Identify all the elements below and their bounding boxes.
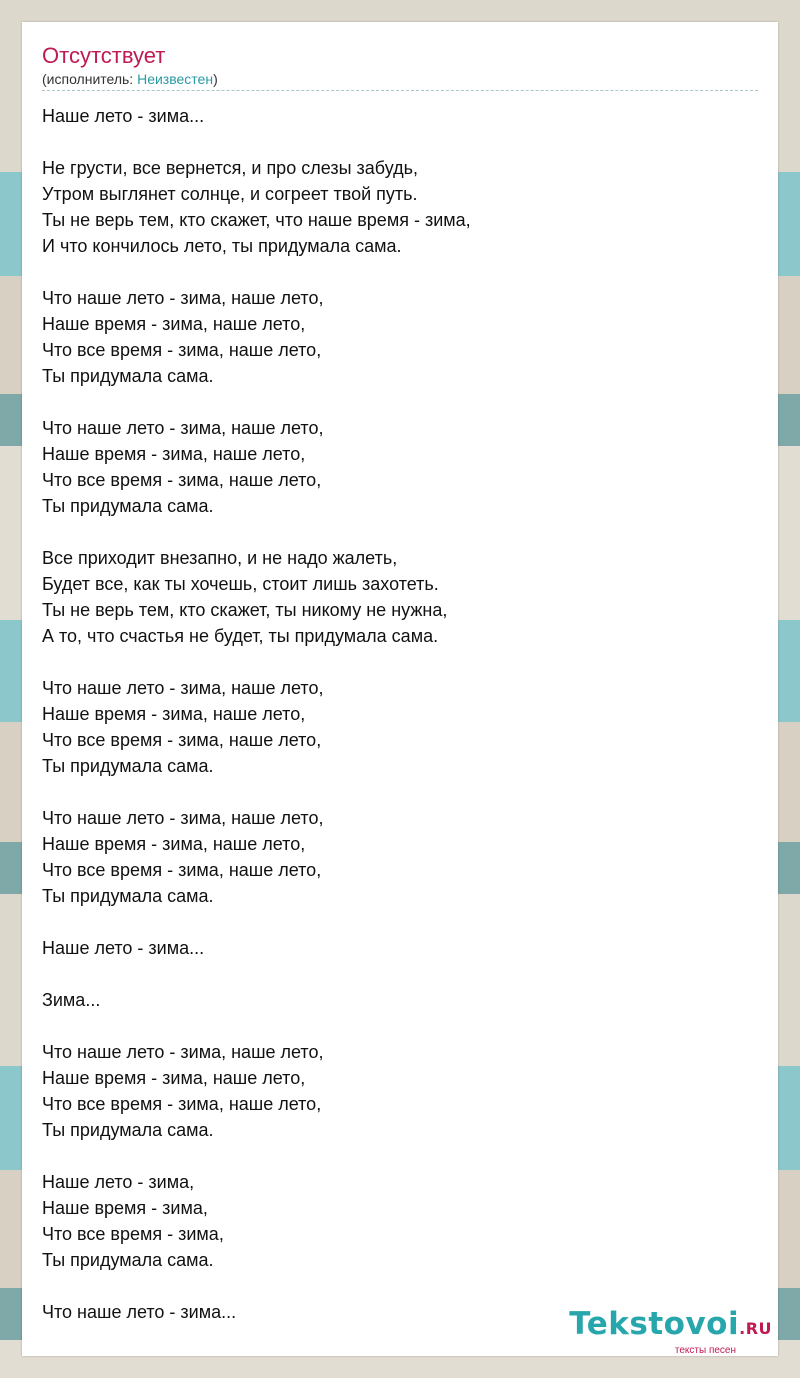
artist-link[interactable]: Неизвестен <box>137 71 214 87</box>
stanza-gap <box>42 1143 758 1169</box>
lyric-line: Что все время - зима, наше лето, <box>42 470 322 490</box>
lyrics-body <box>42 103 758 1325</box>
artist-suffix: ) <box>213 71 218 87</box>
logo-tagline: тексты песен <box>674 1345 736 1356</box>
lyric-line: Ты придумала сама. <box>42 496 214 516</box>
lyric-line: Ты придумала сама. <box>42 1120 214 1140</box>
lyric-line: Наше время - зима, <box>42 1198 208 1218</box>
stanza-gap <box>42 1013 758 1039</box>
lyric-line: Ты не верь тем, кто скажет, ты никому не нужна, <box>42 600 448 620</box>
stanza-gap <box>42 649 758 675</box>
lyric-line: Наше лето - зима, <box>42 1172 195 1192</box>
lyric-line: Что наше лето - зима, наше лето, <box>42 418 324 438</box>
lyric-line: Зима... <box>42 990 101 1010</box>
lyric-line: Что наше лето - зима, наше лето, <box>42 808 324 828</box>
lyric-line: Ты придумала сама. <box>42 1250 214 1270</box>
lyric-line: Ты придумала сама. <box>42 886 214 906</box>
artist-prefix: (исполнитель: <box>42 71 138 87</box>
logo-tld: .RU <box>739 1319 772 1338</box>
lyric-line: Не грусти, все вернется, и про слезы забудь, <box>42 158 418 178</box>
stanza-gap <box>42 779 758 805</box>
lyric-line: Что наше лето - зима, наше лето, <box>42 678 324 698</box>
lyrics-card <box>22 22 778 1356</box>
song-title: Отсутствует <box>42 43 166 68</box>
lyric-line: Ты придумала сама. <box>42 756 214 776</box>
lyric-line: Что все время - зима, <box>42 1224 224 1244</box>
lyric-line: Что наше лето - зима, наше лето, <box>42 1042 324 1062</box>
lyric-line: Что наше лето - зима... <box>42 1302 237 1322</box>
lyric-line: Утром выглянет солнце, и согреет твой путь. <box>42 184 418 204</box>
lyric-line: Наше лето - зима... <box>42 938 205 958</box>
lyric-line: Будет все, как ты хочешь, стоит лишь захотеть. <box>42 574 439 594</box>
stanza-gap <box>42 389 758 415</box>
artist-line <box>42 70 758 90</box>
stanza-gap <box>42 519 758 545</box>
lyric-line: Наше время - зима, наше лето, <box>42 834 306 854</box>
stanza-gap <box>42 961 758 987</box>
lyric-line: Что все время - зима, наше лето, <box>42 730 322 750</box>
lyric-line: Наше время - зима, наше лето, <box>42 314 306 334</box>
lyric-line: А то, что счастья не будет, ты придумала сама. <box>42 626 439 646</box>
lyric-line: Наше время - зима, наше лето, <box>42 1068 306 1088</box>
stanza-gap <box>42 129 758 155</box>
lyric-line: Наше время - зима, наше лето, <box>42 704 306 724</box>
logo-wordmark: Tekstovoi <box>569 1306 740 1342</box>
lyric-line: Что все время - зима, наше лето, <box>42 1094 322 1114</box>
header-divider <box>42 90 758 91</box>
lyric-line: Наше лето - зима... <box>42 106 205 126</box>
stanza-gap <box>42 1273 758 1299</box>
lyric-line: Ты придумала сама. <box>42 366 214 386</box>
lyric-line: Все приходит внезапно, и не надо жалеть, <box>42 548 398 568</box>
lyric-line: Что все время - зима, наше лето, <box>42 340 322 360</box>
lyric-line: Наше время - зима, наше лето, <box>42 444 306 464</box>
lyric-line: Ты не верь тем, кто скажет, что наше время - зима, <box>42 210 471 230</box>
lyric-line: И что кончилось лето, ты придумала сама. <box>42 236 402 256</box>
lyric-line: Что наше лето - зима, наше лето, <box>42 288 324 308</box>
lyric-line: Что все время - зима, наше лето, <box>42 860 322 880</box>
stanza-gap <box>42 259 758 285</box>
stanza-gap <box>42 909 758 935</box>
site-logo[interactable] <box>569 1307 772 1356</box>
